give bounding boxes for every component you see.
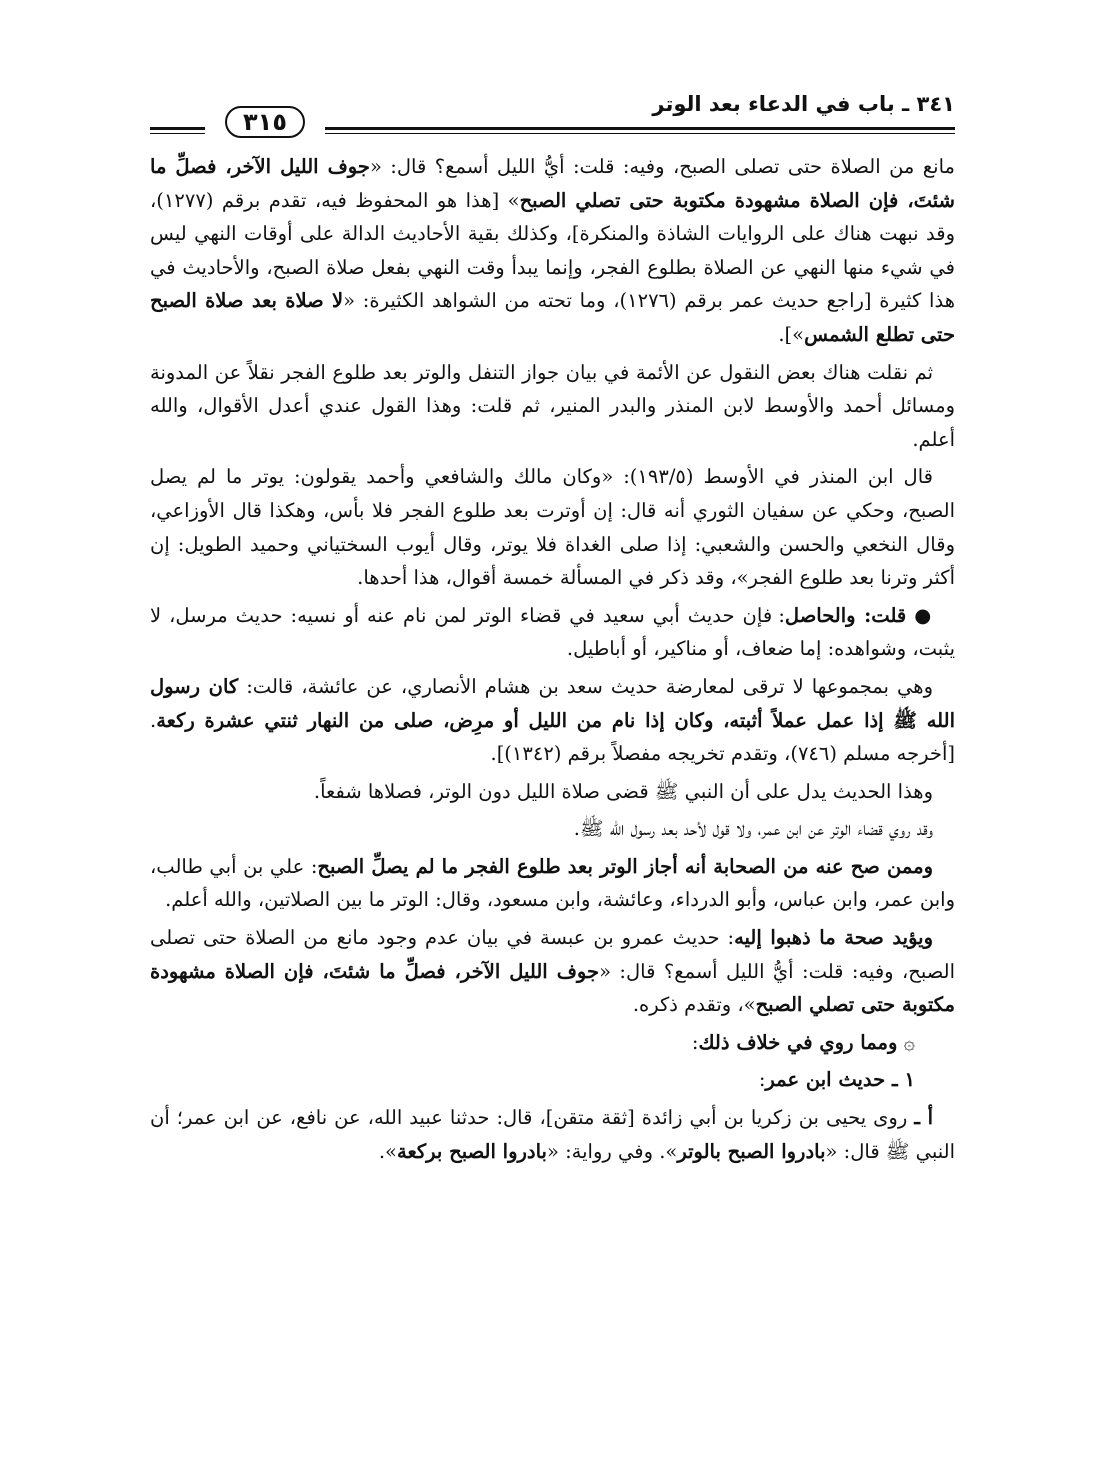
text: وهذا الحديث يدل على أن النبي ﷺ قضى صلاة الليل دون الوتر، فصلاها شفعاً. xyxy=(313,779,933,803)
text: قال ابن المنذر في الأوسط (١٩٣/٥): «وكان مالك والشافعي وأحمد يقولون: يوتر ما لم يصل الصبح، وحكي عن سفيان الثوري أنه قال: إن أوترت بعد طلوع الفجر فلا بأس، وهكذا قال الأوزاعي، وقال النخعي والحسن والشعبي: إذا صلى الغداة فلا يوتر، وقال أيوب السختياني وحميد الطويل: إن أكثر وترنا بعد طلوع الفجر»، وقد ذكر في المسألة خمسة أقوال، هذا أحدها. xyxy=(150,465,955,590)
paragraph xyxy=(150,812,955,846)
bold-text: قلت: والحاصل xyxy=(784,603,907,627)
text: : حديث عمرو بن عبسة في بيان عدم وجود مانع من الصلاة حتى تصلى الصبح، وفيه: قلت: أيُّ الليل أسمع؟ قال: « xyxy=(150,926,956,983)
bold-text: جوف الليل الآخر، فصلِّ ما شئتَ، فإن الصلاة مشهودة مكتوبة حتى تصلي الصبح xyxy=(150,155,955,212)
text: . [أخرجه مسلم (٧٤٦)، وتقدم تخريجه مفصلاً برقم (١٣٤٢)]. xyxy=(150,708,955,766)
bold-text: وممن صح عنه من الصحابة أنه أجاز الوتر بعد طلوع الفجر ما لم يصلِّ الصبح xyxy=(317,854,933,878)
bold-text: ويؤيد صحة ما ذهبوا إليه xyxy=(734,926,933,950)
text: »]. xyxy=(778,322,805,346)
text: ۞ xyxy=(897,1030,915,1054)
page-body xyxy=(150,150,955,1172)
paragraph xyxy=(150,1026,955,1060)
bold-text: لا صلاة بعد صلاة الصبح حتى تطلع الشمس xyxy=(150,289,955,346)
paragraph xyxy=(150,599,955,666)
text: : xyxy=(758,1068,766,1092)
page-number-frame xyxy=(205,102,325,142)
bold-text: ومما روي في خلاف ذلك xyxy=(698,1030,898,1054)
bold-text: جوف الليل الآخر، فصلِّ ما شئتَ، فإن الصلاة مشهودة مكتوبة حتى تصلي الصبح xyxy=(150,959,955,1017)
text: : علي بن أبي طالب، وابن عمر، وابن عباس، وأبو الدرداء، وعائشة، وابن مسعود، وقال: الوتر ما بين الصلاتين، والله أعلم. xyxy=(150,854,955,912)
text: مانع من الصلاة حتى تصلى الصبح، وفيه: قلت: أيُّ الليل أسمع؟ قال: « xyxy=(369,155,955,178)
paragraph xyxy=(150,775,955,809)
text: ». وفي رواية: « xyxy=(546,1139,678,1163)
bold-text: كان رسول الله ﷺ إذا عمل عملاً أثبته، وكان إذا نام من الليل أو مرِض، صلى من النهار ثنتي عشرة ركعة xyxy=(150,674,955,732)
text: ». xyxy=(378,1139,397,1163)
text: وهي بمجموعها لا ترقى لمعارضة حديث سعد بن هشام الأنصاري، عن عائشة، قالت: xyxy=(238,674,933,698)
paragraph xyxy=(150,1101,955,1168)
paragraph xyxy=(150,460,955,594)
bold-text: ١ ـ حديث ابن عمر xyxy=(765,1068,915,1092)
chapter-title: ٣٤١ ـ باب في الدعاء بعد الوتر xyxy=(652,92,955,116)
text: : xyxy=(691,1030,699,1054)
text: ثم نقلت هناك بعض النقول عن الأئمة في بيان جواز التنفل والوتر بعد طلوع الفجر نقلاً عن المدونة ومسائل أحمد والأوسط لابن المنذر والبدر المنير، ثم قلت: وهذا القول عندي أعدل الأقوال، والله أعلم. xyxy=(150,360,955,451)
text: روى يحيى بن زكريا بن أبي زائدة [ثقة متقن]، قال: حدثنا عبيد الله، عن نافع، عن ابن عمر؛ أن النبي ﷺ قال: « xyxy=(150,1106,955,1163)
page-number: ٣١٥ xyxy=(225,106,305,138)
page-header xyxy=(150,82,955,142)
text: ● xyxy=(906,603,933,627)
paragraph xyxy=(150,356,955,457)
paragraph xyxy=(150,850,955,917)
text: »، وتقدم ذكره. xyxy=(632,993,756,1017)
paragraph xyxy=(150,150,955,352)
text: : فإن حديث أبي سعيد في قضاء الوتر لمن نام عنه أو نسيه: حديث مرسل، لا يثبت، وشواهده: إما ضعاف، أو مناكير، أو أباطيل. xyxy=(150,603,955,661)
paragraph xyxy=(150,921,955,1022)
paragraph xyxy=(150,670,955,771)
text: وقد روي قضاء الوتر عن ابن عمر، ولا قول لأحد بعد رسول الله ﷺ. xyxy=(573,817,933,841)
bold-text: بادروا الصبح بالوتر xyxy=(677,1139,826,1163)
text: » [هذا هو المحفوظ فيه، تقدم برقم (١٢٧٧)، وقد نبهت هناك على الروايات الشاذة والمنكرة]، وكذلك بقية الأحاديث الدالة على أوقات النهي ليس في شيء منها النهي عن الصلاة بطلوع الفجر، وإنما يبدأ وقت النهي بفعل صلاة الصبح، والأحاديث في هذا كثيرة [راجع حديث عمر برقم (١٢٧٦)، وما تحته من الشواهد الكثيرة: « xyxy=(150,188,955,313)
bold-text: أ ـ xyxy=(914,1106,933,1130)
bold-text: بادروا الصبح بركعة xyxy=(397,1139,547,1163)
paragraph xyxy=(150,1063,955,1097)
